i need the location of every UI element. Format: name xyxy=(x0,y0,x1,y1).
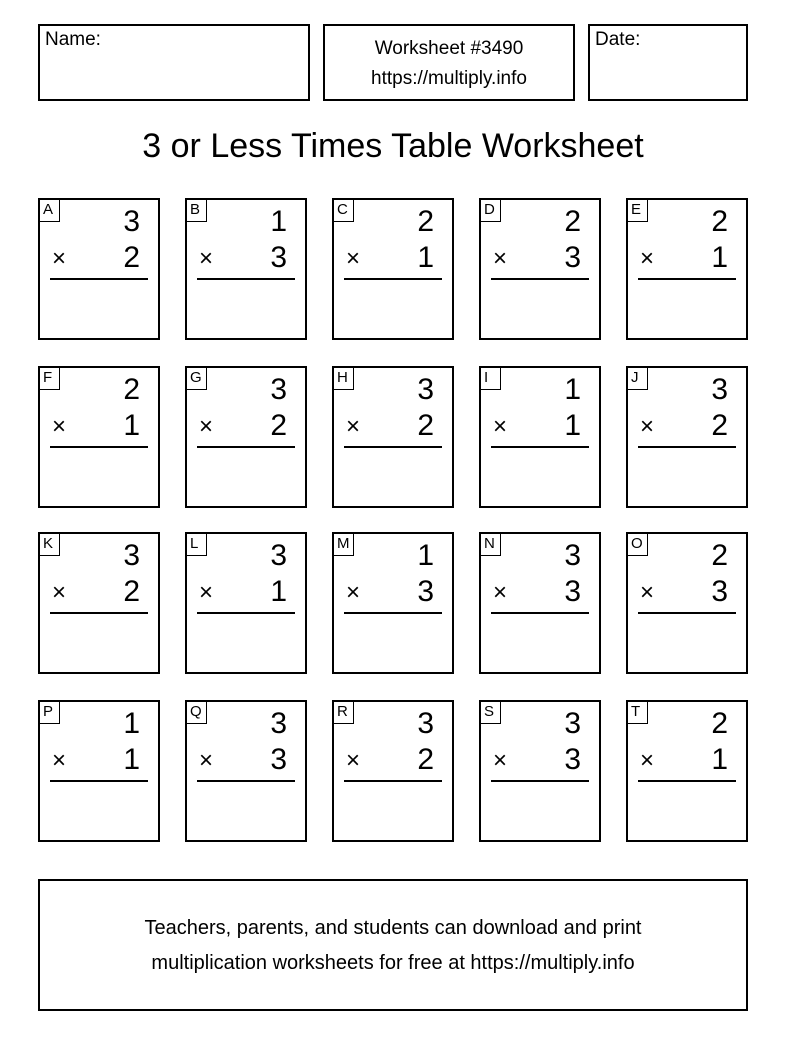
worksheet-number: Worksheet #3490 xyxy=(374,38,524,59)
answer-line xyxy=(638,780,736,782)
problem-multiplier: 3 xyxy=(270,241,287,274)
problem-letter: C xyxy=(333,199,354,222)
problem-card xyxy=(479,532,601,674)
problem-card xyxy=(626,700,748,842)
problem-multiplier: 2 xyxy=(123,241,140,274)
footer-box xyxy=(38,879,748,1011)
footer-line-1: Teachers, parents, and students can download and print xyxy=(144,917,642,939)
name-field-box xyxy=(38,24,310,101)
problem-letter: F xyxy=(39,367,60,390)
answer-line xyxy=(491,612,589,614)
multiply-sign: × xyxy=(493,747,508,774)
answer-line xyxy=(491,446,589,448)
name-label: Name: xyxy=(45,29,101,50)
answer-line xyxy=(638,446,736,448)
problem-multiplicand: 2 xyxy=(564,205,581,238)
problem-card xyxy=(185,198,307,340)
problem-card xyxy=(185,700,307,842)
problem-multiplicand: 3 xyxy=(417,373,434,406)
answer-line xyxy=(197,446,295,448)
problem-multiplicand: 3 xyxy=(270,373,287,406)
multiply-sign: × xyxy=(346,747,361,774)
problem-letter: G xyxy=(186,367,207,390)
problem-card xyxy=(38,700,160,842)
worksheet-url: https://multiply.info xyxy=(371,68,527,89)
problem-card xyxy=(38,532,160,674)
problem-multiplier: 3 xyxy=(417,575,434,608)
multiply-sign: × xyxy=(346,245,361,272)
multiply-sign: × xyxy=(52,579,67,606)
problem-multiplicand: 3 xyxy=(270,707,287,740)
multiply-sign: × xyxy=(493,579,508,606)
problem-multiplier: 2 xyxy=(270,409,287,442)
problem-letter: S xyxy=(480,701,501,724)
problem-letter: B xyxy=(186,199,207,222)
multiply-sign: × xyxy=(199,579,214,606)
problem-multiplier: 3 xyxy=(711,575,728,608)
answer-line xyxy=(344,446,442,448)
problem-letter: T xyxy=(627,701,648,724)
answer-line xyxy=(197,780,295,782)
problem-multiplicand: 3 xyxy=(417,707,434,740)
problem-multiplicand: 3 xyxy=(270,539,287,572)
problem-letter: H xyxy=(333,367,354,390)
problem-card xyxy=(332,532,454,674)
problem-multiplicand: 2 xyxy=(417,205,434,238)
problem-multiplier: 3 xyxy=(270,743,287,776)
problem-letter: A xyxy=(39,199,60,222)
problem-multiplicand: 1 xyxy=(123,707,140,740)
problem-letter: K xyxy=(39,533,60,556)
problem-card xyxy=(479,366,601,508)
problem-multiplier: 1 xyxy=(711,743,728,776)
multiply-sign: × xyxy=(199,413,214,440)
problem-letter: D xyxy=(480,199,501,222)
problem-card xyxy=(479,198,601,340)
answer-line xyxy=(197,612,295,614)
answer-line xyxy=(344,612,442,614)
problem-letter: I xyxy=(480,367,501,390)
multiply-sign: × xyxy=(52,747,67,774)
problem-card xyxy=(479,700,601,842)
answer-line xyxy=(491,278,589,280)
problem-card xyxy=(332,700,454,842)
worksheet-info-box xyxy=(323,24,575,101)
problem-card xyxy=(626,198,748,340)
problem-letter: L xyxy=(186,533,207,556)
multiply-sign: × xyxy=(640,245,655,272)
problem-card xyxy=(626,532,748,674)
multiply-sign: × xyxy=(640,747,655,774)
answer-line xyxy=(491,780,589,782)
answer-line xyxy=(50,446,148,448)
problem-multiplier: 3 xyxy=(564,241,581,274)
footer-line-2: multiplication worksheets for free at https://multiply.info xyxy=(151,952,635,974)
multiply-sign: × xyxy=(52,245,67,272)
problem-letter: M xyxy=(333,533,354,556)
problem-multiplicand: 1 xyxy=(417,539,434,572)
page-title: 3 or Less Times Table Worksheet xyxy=(142,127,644,165)
problem-letter: O xyxy=(627,533,648,556)
answer-line xyxy=(638,278,736,280)
problem-card xyxy=(38,198,160,340)
problem-letter: Q xyxy=(186,701,207,724)
problem-multiplier: 1 xyxy=(564,409,581,442)
answer-line xyxy=(344,278,442,280)
problem-multiplier: 1 xyxy=(711,241,728,274)
problem-card xyxy=(185,532,307,674)
problem-multiplicand: 3 xyxy=(123,205,140,238)
multiply-sign: × xyxy=(52,413,67,440)
problem-multiplicand: 2 xyxy=(711,707,728,740)
answer-line xyxy=(638,612,736,614)
problem-letter: R xyxy=(333,701,354,724)
problem-card xyxy=(185,366,307,508)
multiply-sign: × xyxy=(346,413,361,440)
multiply-sign: × xyxy=(493,413,508,440)
answer-line xyxy=(197,278,295,280)
problem-multiplicand: 2 xyxy=(711,539,728,572)
problem-card xyxy=(38,366,160,508)
problem-multiplier: 3 xyxy=(564,743,581,776)
problem-multiplicand: 3 xyxy=(123,539,140,572)
problem-multiplicand: 1 xyxy=(564,373,581,406)
problem-multiplier: 1 xyxy=(123,409,140,442)
multiply-sign: × xyxy=(640,413,655,440)
problem-letter: N xyxy=(480,533,501,556)
problem-multiplicand: 3 xyxy=(564,539,581,572)
problem-card xyxy=(626,366,748,508)
answer-line xyxy=(50,780,148,782)
problem-multiplicand: 3 xyxy=(564,707,581,740)
problem-card xyxy=(332,366,454,508)
date-label: Date: xyxy=(595,29,641,50)
multiply-sign: × xyxy=(640,579,655,606)
problem-letter: J xyxy=(627,367,648,390)
problem-multiplicand: 1 xyxy=(270,205,287,238)
problem-multiplicand: 2 xyxy=(123,373,140,406)
problem-letter: E xyxy=(627,199,648,222)
multiply-sign: × xyxy=(493,245,508,272)
answer-line xyxy=(50,612,148,614)
problem-letter: P xyxy=(39,701,60,724)
problem-multiplier: 1 xyxy=(270,575,287,608)
problem-multiplicand: 2 xyxy=(711,205,728,238)
answer-line xyxy=(50,278,148,280)
problem-card xyxy=(332,198,454,340)
multiply-sign: × xyxy=(199,747,214,774)
problem-multiplier: 2 xyxy=(417,409,434,442)
problem-multiplier: 1 xyxy=(417,241,434,274)
problem-multiplier: 1 xyxy=(123,743,140,776)
problem-multiplier: 2 xyxy=(417,743,434,776)
problem-multiplier: 2 xyxy=(123,575,140,608)
date-field-box xyxy=(588,24,748,101)
answer-line xyxy=(344,780,442,782)
multiply-sign: × xyxy=(346,579,361,606)
problem-multiplier: 3 xyxy=(564,575,581,608)
problem-multiplier: 2 xyxy=(711,409,728,442)
problem-multiplicand: 3 xyxy=(711,373,728,406)
multiply-sign: × xyxy=(199,245,214,272)
